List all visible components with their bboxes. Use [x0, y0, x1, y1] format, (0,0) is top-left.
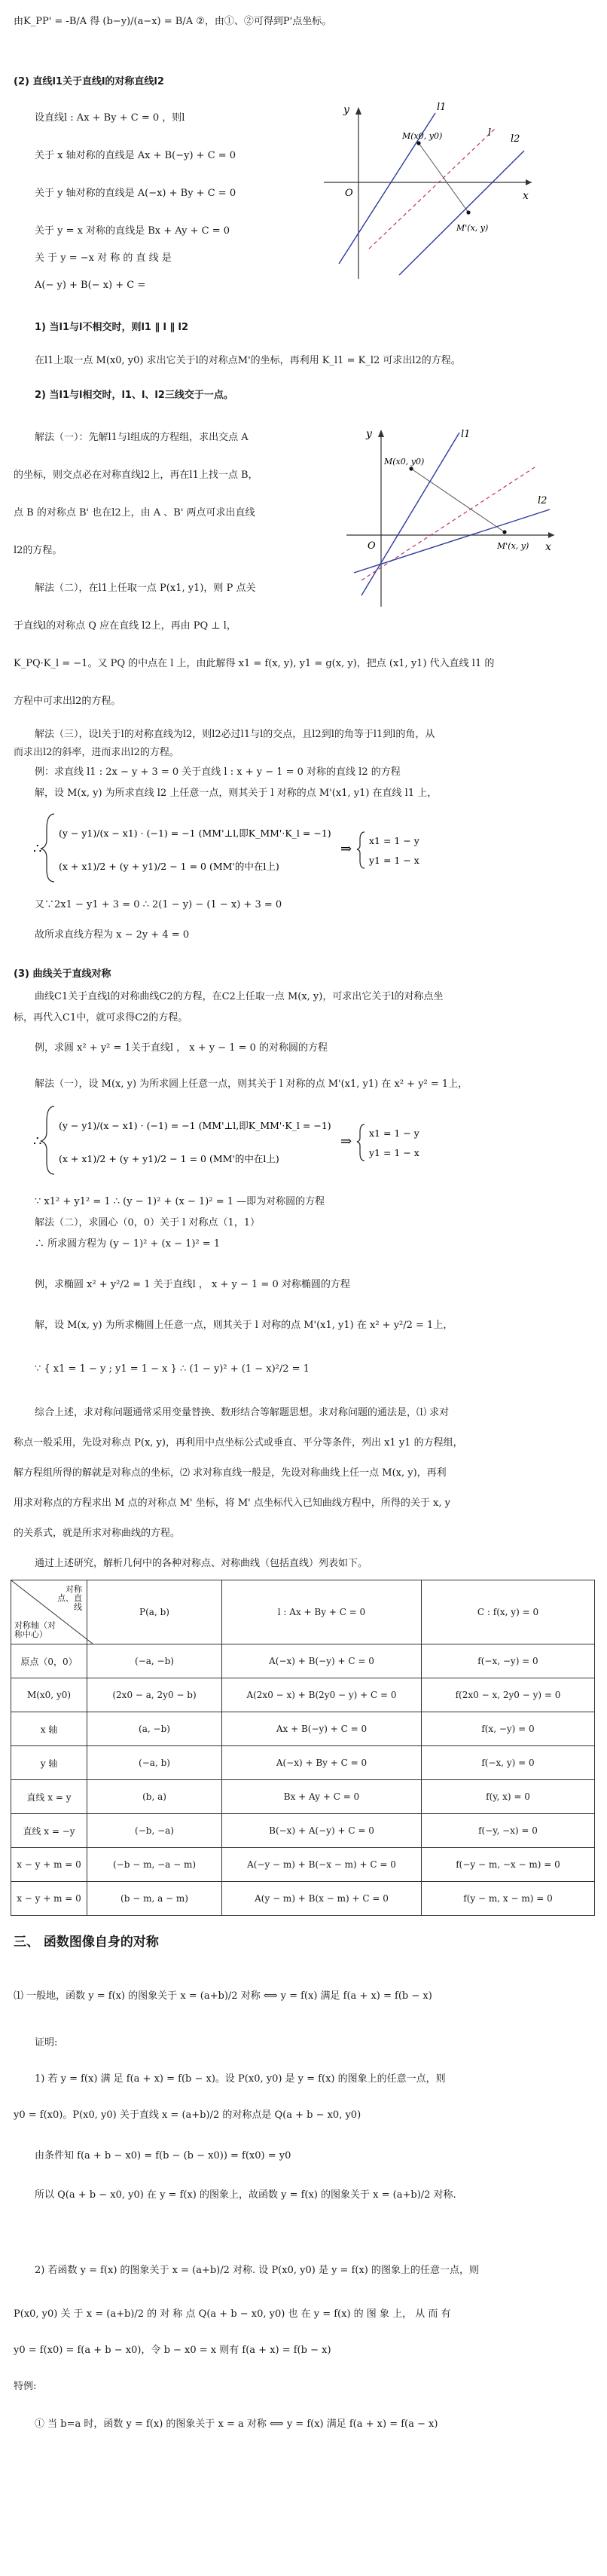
table-axis-cell: 直线 x = y	[11, 1780, 87, 1814]
summary-line-3: 解方程组所得的解就是对称点的坐标，⑵ 求对称直线一般是，先设对称曲线上任一点 M(x, y)，再利	[14, 1467, 447, 1479]
label-x: x	[523, 190, 529, 202]
method-2-line-a: 解法（二），在l1上任取一点 P(x1, y1)，则 P 点关	[35, 583, 256, 594]
label-y: y	[343, 104, 349, 116]
method-1-line-a: 解法（一）：先解l1与l组成的方程组，求出交点 A	[35, 432, 249, 443]
proof-1-a: 1) 若 y = f(x) 满 足 f(a + x) = f(b − x)。设 P(x0, y0) 是 y = f(x) 的图象上的任意一点，则	[35, 2073, 446, 2085]
system-row-1: (y − y1)/(x − x1) · (−1) = −1 (MM'⊥l,即K_MM'·K_l = −1)	[59, 828, 331, 839]
table-row	[11, 1712, 595, 1746]
table-cell: f(x, −y) = 0	[422, 1712, 595, 1746]
corner-label-bottom: 对称轴（对称中心）	[14, 1620, 56, 1639]
substitution-2: ∵ x1² + y1² = 1 ∴ (y − 1)² + (x − 1)² = 1 —即为对称圆的方程	[35, 1196, 325, 1207]
intro-line: 由K_PP' = -B/A 得 (b−y)/(a−x) = B/A ②，由①、②可得到P'点坐标。	[14, 16, 332, 27]
table-cell: f(y − m, x − m) = 0	[422, 1882, 595, 1916]
table-cell: Bx + Ay + C = 0	[222, 1780, 422, 1814]
point-m	[416, 141, 420, 145]
table-cell: (b, a)	[87, 1780, 222, 1814]
table-cell: A(y − m) + B(x − m) + C = 0	[222, 1882, 422, 1916]
table-cell: A(−y − m) + B(−x − m) + C = 0	[222, 1848, 422, 1882]
line-about-ynx-1: 关 于 y = −x 对 称 的 直 线 是	[35, 252, 172, 264]
table-cell: Ax + B(−y) + C = 0	[222, 1712, 422, 1746]
label-m: M(x0, y0)	[384, 457, 425, 467]
svg-text:∴: ∴	[33, 1134, 42, 1149]
label-x: x	[545, 541, 551, 553]
y-axis-arrow	[378, 430, 384, 437]
label-l1: l1	[437, 102, 447, 113]
case-1-title: 1) 当l1与l不相交时，则l1 ∥ l ∥ l2	[35, 322, 189, 333]
x-axis-arrow	[548, 532, 554, 538]
table-axis-cell: x − y + m = 0	[11, 1882, 87, 1916]
example-3: 例，求椭圆 x² + y²/2 = 1 关于直线l ， x + y − 1 = 0 对称椭圆的方程	[35, 1279, 350, 1290]
x-axis-arrow	[526, 179, 532, 185]
table-corner-cell	[11, 1580, 87, 1644]
segment-mm	[411, 469, 505, 532]
table-row	[11, 1780, 595, 1814]
proof-2-c: y0 = f(x0) = f(a + b − x0)，令 b − x0 = x 则有 f(a + x) = f(b − x)	[14, 2345, 331, 2356]
table-cell: (2x0 − a, 2y0 − b)	[87, 1678, 222, 1712]
method-2-line-b: 于直线l的对称点 Q 应在直线 l2上，再由 PQ ⊥ l，	[14, 620, 236, 632]
table-axis-cell: x 轴	[11, 1712, 87, 1746]
label-l2: l2	[511, 133, 520, 145]
system-row-2: (x + x1)/2 + (y + y1)/2 − 1 = 0 (MM'的中在l上)	[59, 1153, 279, 1164]
line-l2	[399, 151, 524, 275]
method-2-line-d: 方程中可求出l2的方程。	[14, 696, 121, 707]
section-4-title: 三、 函数图像自身的对称	[14, 1935, 159, 1950]
proof-1-d: 所以 Q(a + b − x0, y0) 在 y = f(x) 的图象上，故函数 y = f(x) 的图象关于 x = (a+b)/2 对称.	[35, 2189, 456, 2201]
proof-2-b: P(x0, y0) 关 于 x = (a+b)/2 的 对 称 点 Q(a + b − x0, y0) 也 在 y = f(x) 的 图 象 上， 从 而 有	[14, 2308, 451, 2320]
example-1-solution: 解，设 M(x, y) 为所求直线 l2 上任意一点，则其关于 l 对称的点 M'(x1, y1) 在直线 l1 上，	[35, 788, 438, 799]
equation-system-1	[30, 806, 422, 889]
label-origin: O	[345, 188, 353, 199]
method-1-line-c: 点 B 的对称点 B' 也在l2上，由 A 、B' 两点可求出直线	[14, 507, 255, 519]
corner-label-top: 对称点、直线	[57, 1584, 82, 1612]
line-l	[361, 467, 535, 580]
system-result-1: x1 = 1 − y	[369, 835, 419, 846]
line-about-ynx-2: A(− y) + B(− x) + C =	[35, 280, 146, 291]
case-1-text: 在l1上取一点 M(x0, y0) 求出它关于l的对称点M'的坐标，再利用 K_l1 = K_l2 可求出l2的方程。	[35, 355, 461, 366]
result-brace	[357, 1124, 365, 1161]
table-row	[11, 1678, 595, 1712]
table-body	[11, 1644, 595, 1916]
table-cell: f(−y − m, −x − m) = 0	[422, 1848, 595, 1882]
label-origin: O	[368, 540, 376, 552]
case-2-title: 2) 当l1与l相交时，l1、l、l2三线交于一点。	[35, 390, 233, 401]
table-cell: B(−x) + A(−y) + C = 0	[222, 1814, 422, 1848]
proof-1-b: y0 = f(x0)。P(x0, y0) 关于直线 x = (a+b)/2 的对称点是 Q(a + b − x0, y0)	[14, 2109, 361, 2121]
figure-parallel-lines	[309, 98, 535, 286]
label-l2: l2	[538, 495, 548, 506]
label-m: M(x0, y0)	[402, 131, 443, 141]
table-row	[11, 1644, 595, 1678]
proof-label: 证明:	[35, 2037, 58, 2048]
implies-arrow: ⇒	[340, 1134, 352, 1149]
table-cell: A(−x) + B(−y) + C = 0	[222, 1644, 422, 1678]
section-3-p1: 曲线C1关于直线l的对称曲线C2的方程，在C2上任取一点 M(x, y)，可求出它关于l的对称点坐	[35, 991, 444, 1002]
header-point: P(a, b)	[87, 1580, 222, 1644]
svg-text:∴: ∴	[33, 841, 42, 857]
table-cell: f(−y, −x) = 0	[422, 1814, 595, 1848]
table-cell: f(−x, y) = 0	[422, 1746, 595, 1780]
summary-line-4: 用求对称点的方程求出 M 点的对称点 M' 坐标，将 M' 点坐标代入已知曲线方程中，所得的关于 x, y	[14, 1498, 450, 1509]
point-mp	[502, 530, 506, 534]
system-result-2: y1 = 1 − x	[369, 1147, 419, 1158]
section-2-title: (2) 直线l1关于直线l的对称直线l2	[14, 76, 164, 87]
method-1-line-d: l2的方程。	[14, 545, 63, 556]
header-curve: C : f(x, y) = 0	[422, 1580, 595, 1644]
table-row	[11, 1848, 595, 1882]
point-mp	[466, 210, 470, 214]
label-y: y	[366, 428, 372, 440]
table-cell: (−b − m, −a − m)	[87, 1848, 222, 1882]
left-brace	[41, 1106, 54, 1174]
label-l: l	[488, 127, 492, 139]
system-row-1: (y − y1)/(x − x1) · (−1) = −1 (MM'⊥l,即K_MM'·K_l = −1)	[59, 1120, 331, 1131]
table-axis-cell: M(x0, y0)	[11, 1678, 87, 1712]
table-cell: A(−x) + By + C = 0	[222, 1746, 422, 1780]
section-3-title: (3) 曲线关于直线对称	[14, 968, 111, 980]
system-result-2: y1 = 1 − x	[369, 855, 419, 866]
summary-line-2: 称点一般采用，先设对称点 P(x, y)，再利用中点坐标公式或垂直、平分等条件，列出 x1 y1 的方程组，	[14, 1437, 463, 1449]
symmetry-table	[11, 1580, 595, 1916]
line-setup: 设直线l : Ax + By + C = 0 ，则l	[35, 112, 185, 124]
table-cell: (−a, −b)	[87, 1644, 222, 1678]
table-row	[11, 1746, 595, 1780]
header-line: l : Ax + By + C = 0	[222, 1580, 422, 1644]
example-2: 例，求圆 x² + y² = 1关于直线l ， x + y − 1 = 0 的对称圆的方程	[35, 1042, 328, 1054]
example-3-solution: 解，设 M(x, y) 为所求椭圆上任意一点，则其关于 l 对称的点 M'(x1, y1) 在 x² + y²/2 = 1上，	[35, 1320, 453, 1331]
proof-1-c: 由条件知 f(a + b − x0) = f(b − (b − x0)) = f(x0) = y0	[35, 2150, 291, 2161]
point-m	[409, 467, 413, 470]
table-cell: (a, −b)	[87, 1712, 222, 1746]
table-header-row	[11, 1580, 595, 1644]
table-cell: A(2x0 − x) + B(2y0 − y) + C = 0	[222, 1678, 422, 1712]
equation-system-2	[30, 1099, 422, 1182]
special-case-label: 特例:	[14, 2381, 37, 2392]
figure-intersecting-lines	[331, 422, 557, 610]
summary-line-5: 的关系式，就是所求对称曲线的方程。	[14, 1528, 181, 1539]
line-about-yx: 关于 y = x 对称的直线是 Bx + Ay + C = 0	[35, 225, 230, 237]
method-2-circle: 解法（二），求圆心（0，0）关于 l 对称点（1，1）	[35, 1217, 261, 1228]
table-cell: (b − m, a − m)	[87, 1882, 222, 1916]
method-3-line-b: 而求出l2的斜率，进而求出l2的方程。	[14, 747, 179, 758]
example-3-result: ∵ { x1 = 1 − y ; y1 = 1 − x } ∴ (1 − y)² + (1 − x)²/2 = 1	[35, 1363, 310, 1375]
special-case-1: ① 当 b=a 时，函数 y = f(x) 的图象关于 x = a 对称 ⟺ y = f(x) 满足 f(a + x) = f(a − x)	[35, 2418, 438, 2430]
answer-circle: ∴ 所求圆方程为 (y − 1)² + (x − 1)² = 1	[35, 1238, 221, 1250]
label-mp: M'(x, y)	[497, 541, 529, 551]
section-4-p1: ⑴ 一般地，函数 y = f(x) 的图象关于 x = (a+b)/2 对称 ⟺ y = f(x) 满足 f(a + x) = f(b − x)	[14, 1990, 432, 2002]
table-cell: (−b, −a)	[87, 1814, 222, 1848]
table-intro: 通过上述研究，解析几何中的各种对称点、对称曲线（包括直线）列表如下。	[35, 1558, 368, 1569]
example-2-solution: 解法（一），设 M(x, y) 为所求圆上任意一点，则其关于 l 对称的点 M'(x1, y1) 在 x² + y² = 1上，	[35, 1078, 468, 1090]
table-axis-cell: y 轴	[11, 1746, 87, 1780]
table-row	[11, 1882, 595, 1916]
table-cell: f(y, x) = 0	[422, 1780, 595, 1814]
implies-arrow: ⇒	[340, 841, 352, 857]
section-3-p2: 标，再代入C1中，就可求得C2的方程。	[14, 1012, 188, 1023]
method-1-line-b: 的坐标，则交点必在对称直线l2上，再在l1上找一点 B，	[14, 470, 258, 481]
substitution-1: 又∵2x1 − y1 + 3 = 0 ∴ 2(1 − y) − (1 − x) + 3 = 0	[35, 899, 282, 910]
label-mp: M'(x, y)	[456, 223, 489, 233]
system-result-1: x1 = 1 − y	[369, 1127, 419, 1139]
table-axis-cell: x − y + m = 0	[11, 1848, 87, 1882]
method-3-line-a: 解法（三），设l关于l的对称直线为l2，则l2必过l1与l的交点，且l2到l的角等于l1到l的角，从	[35, 729, 435, 740]
line-about-x: 关于 x 轴对称的直线是 Ax + B(−y) + C = 0	[35, 150, 236, 161]
table-cell: f(−x, −y) = 0	[422, 1644, 595, 1678]
line-about-y: 关于 y 轴对称的直线是 A(−x) + By + C = 0	[35, 188, 236, 199]
y-axis-arrow	[355, 107, 361, 115]
table-cell: (−a, b)	[87, 1746, 222, 1780]
left-brace	[41, 814, 54, 882]
table-axis-cell: 直线 x = −y	[11, 1814, 87, 1848]
label-l1: l1	[461, 429, 471, 440]
table-row	[11, 1814, 595, 1848]
proof-2-a: 2) 若函数 y = f(x) 的图象关于 x = (a+b)/2 对称. 设 P(x0, y0) 是 y = f(x) 的图象上的任意一点，则	[35, 2265, 479, 2276]
system-row-2: (x + x1)/2 + (y + y1)/2 − 1 = 0 (MM'的中在l上)	[59, 861, 279, 872]
example-1: 例：求直线 l1 : 2x − y + 3 = 0 关于直线 l : x + y − 1 = 0 对称的直线 l2 的方程	[35, 766, 401, 778]
result-brace	[357, 832, 365, 868]
method-2-line-c: K_PQ·K_l = −1。又 PQ 的中点在 l 上，由此解得 x1 = f(x, y), y1 = g(x, y)，把点 (x1, y1) 代入直线 l1 的	[14, 658, 495, 669]
segment-mm	[419, 143, 468, 213]
answer-1: 故所求直线方程为 x − 2y + 4 = 0	[35, 929, 190, 941]
summary-line-1: 综合上述，求对称问题通常采用变量替换、数形结合等解题思想。求对称问题的通法是，⑴ 求对	[35, 1407, 450, 1418]
table-axis-cell: 原点（0，0）	[11, 1644, 87, 1678]
table-cell: f(2x0 − x, 2y0 − y) = 0	[422, 1678, 595, 1712]
